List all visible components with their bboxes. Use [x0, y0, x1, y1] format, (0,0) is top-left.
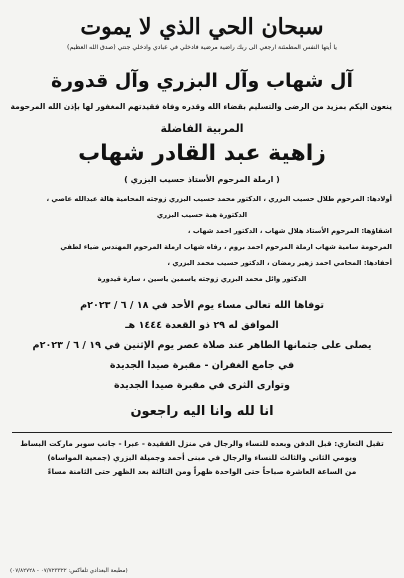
grandchildren-line-1: أحفادها: المحامي احمد زهير رمضان ، الدكتور حسيب محمد البزري ،: [167, 259, 392, 267]
calligraphy-header: سبحان الحي الذي لا يموت: [80, 14, 324, 40]
funeral-prayer: يصلى على جثمانها الطاهر عند صلاة عصر يوم الإثنين في ١٩ / ٦ / ٢٠٢٣م: [32, 340, 372, 351]
children-line-2: الدكتورة هبة حسيب البزري: [156, 211, 248, 219]
condolences-line-2: ويومي الثاني والثالث للنساء والرجال في مبنى أحمد وجميلة البزري (جمعية المواساة): [47, 453, 357, 462]
mosque-location: في جامع الغفران - مقبرة صيدا الجديدة: [109, 360, 295, 371]
printer-credit: (مطبعة البغدادي تلفاكس: ٠٧/٧٢٣٣٢٢ - ٠٧/٨٢٧٢٨): [10, 568, 128, 574]
condolences-line-3: من الساعة العاشرة صباحاً حتى الواحدة ظهراً ومن الثالثة بعد الظهر حتى الثامنة مساءً: [47, 467, 357, 476]
deceased-title: المربية الفاضلة: [160, 122, 244, 135]
intro-text: ينعون اليكم بمزيد من الرضى والتسليم بقضاء الله وقدره وفاة فقيدتهم المغفور لها بإذن الله المرحومة: [10, 102, 392, 111]
siblings-line-1: اشقاؤها: المرحوم الأستاذ هلال شهاب ، الدكتور احمد شهاب ،: [187, 227, 392, 235]
condolences-line-1: تقبل التعازي: قبل الدفن وبعده للنساء والرجال في منزل الفقيدة - عبرا - جانب سوبر ماركت البساط: [20, 439, 384, 448]
closing-phrase: انا لله وانا اليه راجعون: [130, 404, 274, 419]
hijri-date: الموافق له ٢٩ ذو القعدة ١٤٤٤ هـ: [125, 320, 279, 331]
grandchildren-line-2: الدكتور وائل محمد البزري زوجته ياسمين ياسين ، سارة قيدورة: [97, 275, 307, 283]
burial-location: وتوارى الثرى في مقبرة صيدا الجديدة: [113, 380, 290, 391]
quran-verse: يا أيتها النفس المطمئنة ارجعي الى ربك راضية مرضية فادخلي في عبادي وادخلي جنتي (صدق الله العظيم): [67, 44, 337, 51]
siblings-line-2: المرحومة سامية شهاب ارملة المرحوم احمد بروم ، رفاه شهاب ارملة المرحوم المهندس ضياء لطفي: [60, 243, 392, 251]
deceased-name: زاهية عبد القادر شهاب: [78, 141, 326, 166]
divider-line: [12, 432, 392, 433]
children-line-1: أولادها: المرحوم طلال حسيب البزري ، الدكتور محمد حسيب البزري زوجته المحامية هالة عبدالله عاصي ،: [46, 195, 392, 203]
death-date: توفاها الله تعالى مساء يوم الأحد في ١٨ / ٦ / ٢٠٢٣م: [80, 300, 324, 311]
widow-of: ( ارملة المرحوم الأستاذ حسيب البزري ): [124, 175, 280, 184]
family-title: آل شهاب وآل البزري وآل قدورة: [50, 70, 354, 92]
